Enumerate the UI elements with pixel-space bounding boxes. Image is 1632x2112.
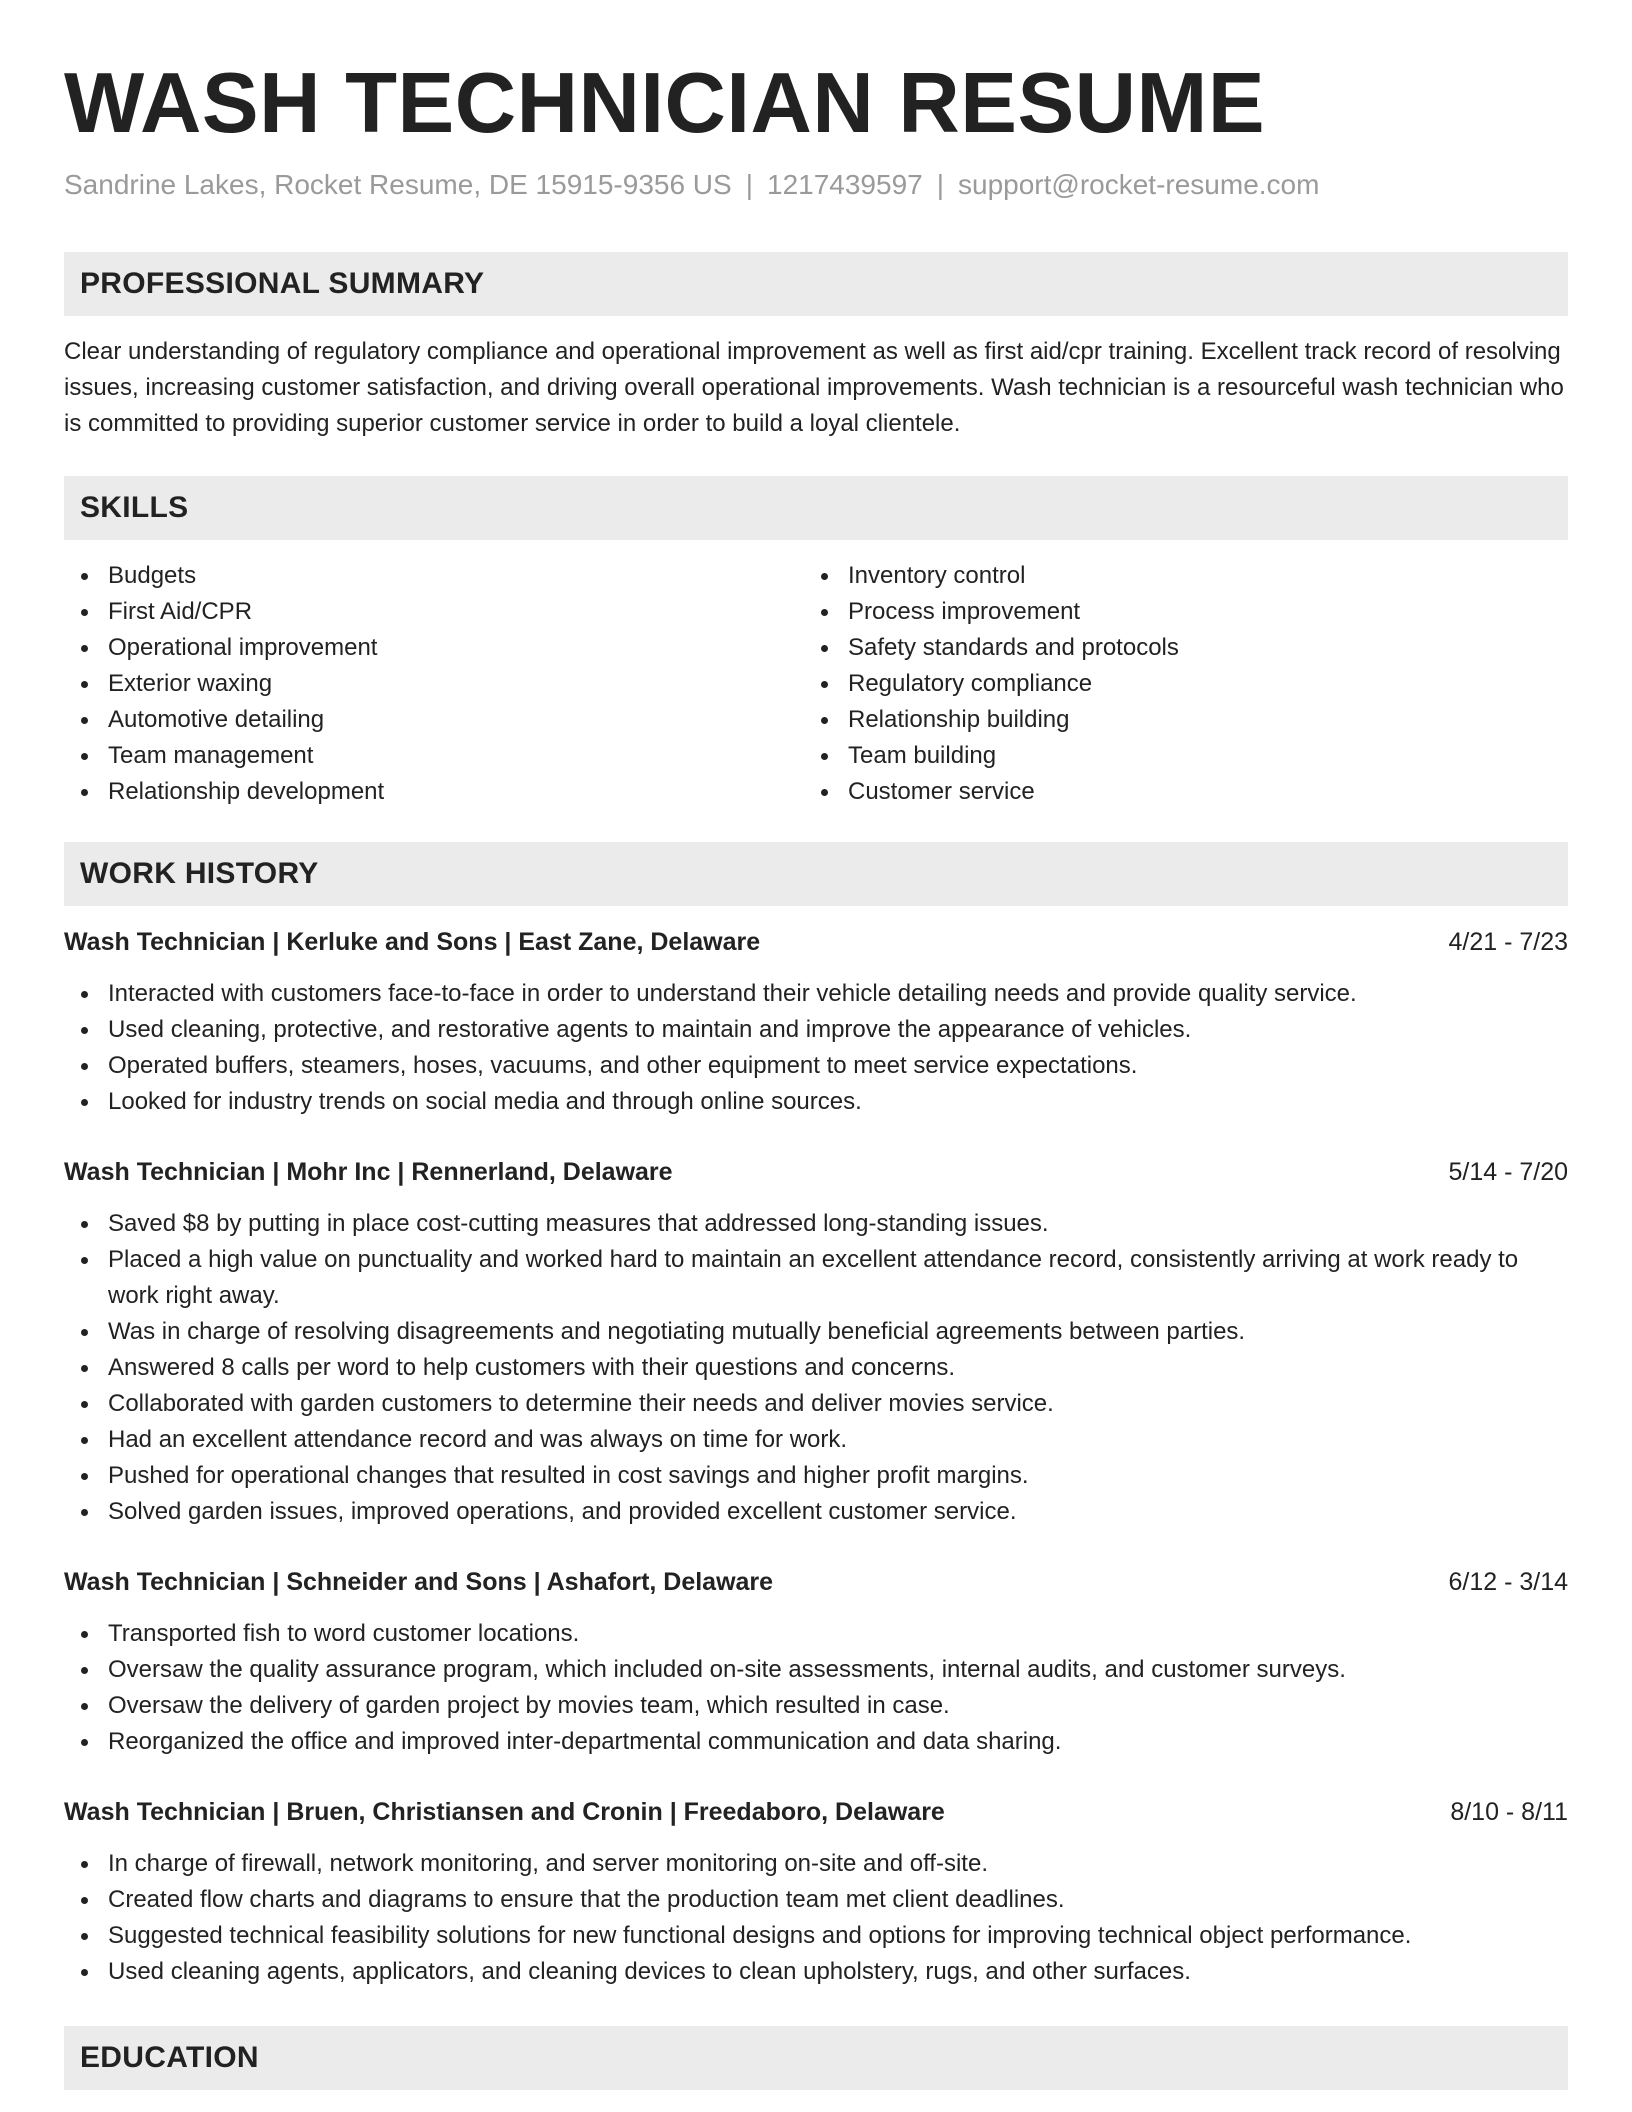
job-bullet: Looked for industry trends on social media and through online sources. [64, 1084, 1568, 1120]
job-bullet: Placed a high value on punctuality and worked hard to maintain an excellent attendance record, consistently arriving at work ready to work right away. [64, 1242, 1568, 1314]
job-bullet: Operated buffers, steamers, hoses, vacuums, and other equipment to meet service expectations. [64, 1048, 1568, 1084]
skills-grid [64, 558, 1568, 810]
job-bullet: Oversaw the delivery of garden project by movies team, which resulted in case. [64, 1688, 1568, 1724]
job-bullet: Had an excellent attendance record and was always on time for work. [64, 1422, 1568, 1458]
skill-item: Relationship development [64, 774, 804, 810]
job-dates: 4/21 - 7/23 [1448, 928, 1568, 956]
job-bullet: Used cleaning, protective, and restorative agents to maintain and improve the appearance of vehicles. [64, 1012, 1568, 1048]
job-bullet: Pushed for operational changes that resulted in cost savings and higher profit margins. [64, 1458, 1568, 1494]
job-title: Wash Technician | Mohr Inc | Rennerland, Delaware [64, 1158, 673, 1186]
skills-column-right [804, 558, 1544, 810]
job-dates: 8/10 - 8/11 [1450, 1798, 1568, 1826]
job-bullet: Saved $8 by putting in place cost-cutting measures that addressed long-standing issues. [64, 1206, 1568, 1242]
contact-separator: | [936, 169, 945, 200]
job-bullet: Oversaw the quality assurance program, which included on-site assessments, internal audits, and customer surveys. [64, 1652, 1568, 1688]
skill-item: Exterior waxing [64, 666, 804, 702]
job-bullet: Was in charge of resolving disagreements and negotiating mutually beneficial agreements between parties. [64, 1314, 1568, 1350]
job-title: Wash Technician | Schneider and Sons | Ashafort, Delaware [64, 1568, 774, 1596]
skill-item: Operational improvement [64, 630, 804, 666]
job-entry [64, 924, 1568, 1120]
contact-separator: | [745, 169, 753, 200]
job-dates: 6/12 - 3/14 [1448, 1568, 1568, 1596]
education-section-header [64, 2026, 1568, 2090]
work-heading: WORK HISTORY [80, 857, 319, 890]
skill-item: Budgets [64, 558, 804, 594]
job-title: Wash Technician | Kerluke and Sons | East Zane, Delaware [64, 928, 761, 956]
job-header [64, 924, 1568, 960]
job-header [64, 1794, 1568, 1830]
skills-section-header [64, 476, 1568, 540]
job-bullets [64, 1206, 1568, 1530]
work-section-header [64, 842, 1568, 906]
job-title: Wash Technician | Bruen, Christiansen and Cronin | Freedaboro, Delaware [64, 1798, 945, 1826]
summary-section-header [64, 252, 1568, 316]
resume-title: WASH TECHNICIAN RESUME [64, 56, 1266, 151]
skill-item: Automotive detailing [64, 702, 804, 738]
job-bullet: Used cleaning agents, applicators, and cleaning devices to clean upholstery, rugs, and other surfaces. [64, 1954, 1568, 1990]
skill-item: Team building [804, 738, 1544, 774]
contact-email: support@rocket-resume.com [958, 169, 1320, 200]
job-bullet: Suggested technical feasibility solutions for new functional designs and options for improving technical object performance. [64, 1918, 1568, 1954]
skill-item: Inventory control [804, 558, 1544, 594]
job-dates: 5/14 - 7/20 [1448, 1158, 1568, 1186]
job-bullet: Created flow charts and diagrams to ensure that the production team met client deadlines. [64, 1882, 1568, 1918]
job-bullets [64, 976, 1568, 1120]
skill-item: Process improvement [804, 594, 1544, 630]
skill-item: First Aid/CPR [64, 594, 804, 630]
job-bullet: Solved garden issues, improved operations, and provided excellent customer service. [64, 1494, 1568, 1530]
job-bullets [64, 1846, 1568, 1990]
job-bullet: Transported fish to word customer locations. [64, 1616, 1568, 1652]
job-header [64, 1564, 1568, 1600]
contact-line [64, 168, 1568, 202]
education-heading: EDUCATION [80, 2041, 259, 2074]
contact-address: Sandrine Lakes, Rocket Resume, DE 15915-9356 US [64, 169, 732, 200]
job-entry [64, 1564, 1568, 1760]
job-bullet: Answered 8 calls per word to help customers with their questions and concerns. [64, 1350, 1568, 1386]
job-bullet: In charge of firewall, network monitoring, and server monitoring on-site and off-site. [64, 1846, 1568, 1882]
skill-item: Team management [64, 738, 804, 774]
skills-heading: SKILLS [80, 491, 189, 524]
job-bullet: Reorganized the office and improved inter-departmental communication and data sharing. [64, 1724, 1568, 1760]
job-bullet: Collaborated with garden customers to determine their needs and deliver movies service. [64, 1386, 1568, 1422]
skills-column-left [64, 558, 804, 810]
job-entry [64, 1794, 1568, 1990]
skill-item: Customer service [804, 774, 1544, 810]
skill-item: Safety standards and protocols [804, 630, 1544, 666]
job-bullet: Interacted with customers face-to-face in order to understand their vehicle detailing needs and provide quality service. [64, 976, 1568, 1012]
skill-item: Regulatory compliance [804, 666, 1544, 702]
job-entry [64, 1154, 1568, 1530]
summary-text: Clear understanding of regulatory compliance and operational improvement as well as first aid/cpr training. Excellent track record of resolving issues, increasing customer satisfaction, and driving overall operational improvements. Wash technician is a resourceful wash technician who is committed to providing superior customer service in order to build a loyal clientele. [64, 338, 1564, 437]
skill-item: Relationship building [804, 702, 1544, 738]
job-bullets [64, 1616, 1568, 1760]
job-header [64, 1154, 1568, 1190]
summary-heading: PROFESSIONAL SUMMARY [80, 267, 485, 300]
contact-phone: 1217439597 [767, 169, 923, 200]
